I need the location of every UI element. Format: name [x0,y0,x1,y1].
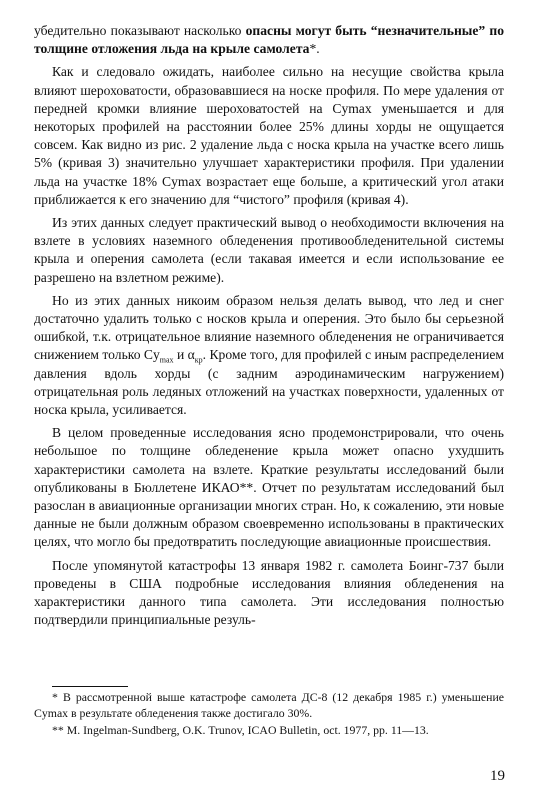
footnote-1: * В рассмотренной выше катастрофе самолета ДС-8 (12 декабря 1985 г.) уменьшение Cymax в результате обледенения также достигало 30%. [34,690,504,720]
bold-text: опасны могут быть “незначительные” по толщине отложения льда на крыле самолета [34,23,504,57]
text-run: В целом проведенные исследования ясно продемонстрировали, что очень небольшое по толщине обледенение крыла может опасно ухудшить характеристики самолета на взлете. Краткие результаты исследований были опубликованы в Бюллетене ИКАО**. Отчет по результатам исследований был разослан в авиационные организации многих стран. Но, к сожалению, эти новые данные не были должным образом своевременно использованы в практических целях, что могло бы предотвратить последующие авиационные происшествия. [34,425,504,550]
paragraph [34,424,504,551]
footnotes [34,690,504,739]
footnote-rule [52,686,128,687]
page-number: 19 [490,768,505,784]
paragraph [34,22,504,58]
text-run: Как и следовало ожидать, наиболее сильно на несущие свойства крыла влияют шероховатости, образовавшиеся на носке профиля. По мере удаления от передней кромки влияние шероховатостей на Cymax уменьшается и для некоторых профилей на расстоянии более 25% длины хорды не ощущается совсем. Как видно из рис. 2 удаление льда с носка крыла на участке всего лишь 5% (кривая 3) значительно улучшает характеристики профиля. При удалении льда на участке 18% Cymax возрастает еще больше, а критический угол атаки приближается к его значению для “чистого” профиля (кривая 4). [34,64,504,207]
subscript: max [159,356,174,366]
text-run: и α [173,347,195,363]
text-run: После упомянутой катастрофы 13 января 1982 г. самолета Боинг-737 были проведены в США подробные исследования влияния обледенения на характеристики данного типа самолета. Эти исследования полностью подтвердили принципиальные резуль- [34,557,504,628]
paragraph [34,214,504,287]
subscript: кр [194,356,203,366]
text-run: Но из этих данных никоим образом нельзя делать вывод, что лед и снег достаточно удалить только с носков крыла и оперения. Это было бы серьезной ошибкой, т.к. отрицательное влияние наземного обледенения не ограничивается снижением только Cy [34,292,504,363]
text-run: *. [309,41,320,57]
paragraph [34,557,504,630]
text-run: . Кроме того, для профилей с иным распределением давления вдоль хорды (с задним аэродинамическим нагружением) отрицательная роль ледяных отложений на участках поверхности, удаленных от носка крыла, усиливается. [34,347,504,418]
text-run: убедительно показывают насколько [34,23,246,38]
text-run: Из этих данных следует практический вывод о необходимости включения на взлете в условиях наземного обледенения противообледенительной системы крыла и оперения самолета (если такавая имеется и если использование ее разрешено на взлетном режиме). [34,215,504,285]
footnote-2: ** M. Ingelman-Sundberg, O.K. Trunov, ICAO Bulletin, oct. 1977, pp. 11—13. [52,723,429,737]
paragraph [34,63,504,209]
body-text [34,22,504,630]
paragraph [34,292,504,419]
